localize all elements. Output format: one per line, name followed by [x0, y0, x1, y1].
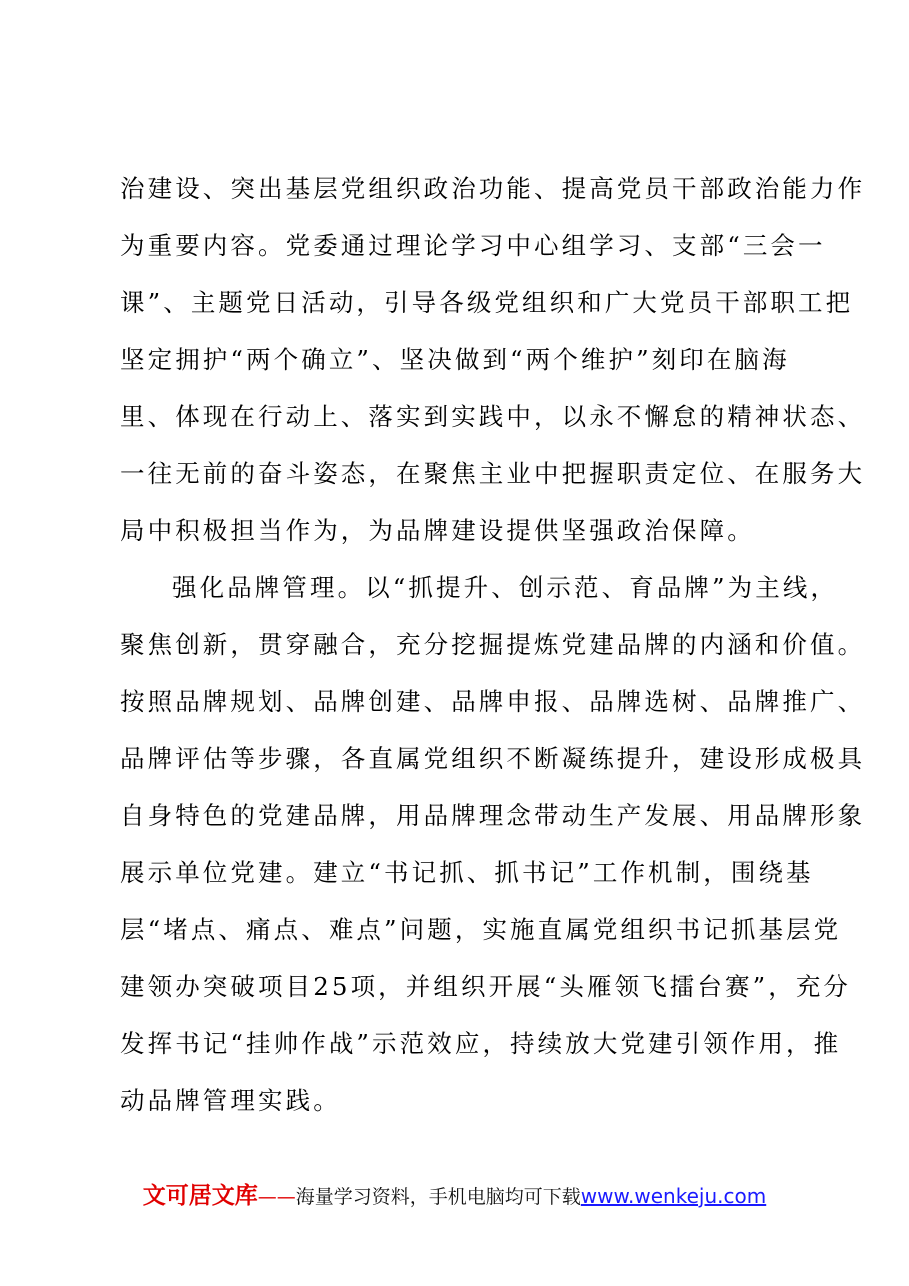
body-line: 自身特色的党建品牌，用品牌理念带动生产发展、用品牌形象	[120, 801, 866, 830]
body-line: 动品牌管理实践。	[120, 1086, 341, 1115]
body-line: 里、体现在行动上、落实到实践中，以永不懈怠的精神状态、	[120, 402, 866, 431]
footer-banner	[0, 1178, 909, 1215]
body-line: 课”、主题党日活动，引导各级党组织和广大党员干部职工把	[120, 288, 854, 317]
body-line: 品牌评估等步骤，各直属党组织不断凝练提升，建设形成极具	[120, 744, 866, 773]
body-line: 坚定拥护“两个确立”、坚决做到“两个维护”刻印在脑海	[120, 345, 790, 374]
body-line: 层“堵点、痛点、难点”问题，实施直属党组织书记抓基层党	[120, 915, 842, 944]
body-line: 按照品牌规划、品牌创建、品牌申报、品牌选树、品牌推广、	[120, 687, 866, 716]
body-line: 展示单位党建。建立“书记抓、抓书记”工作机制，围绕基	[120, 858, 814, 887]
body-line: 一往无前的奋斗姿态，在聚焦主业中把握职责定位、在服务大	[120, 459, 866, 488]
document-body	[120, 160, 866, 1129]
footer-dash: ——	[257, 1186, 296, 1208]
paragraph-first-line: 强化品牌管理。以“抓提升、创示范、育品牌”为主线，	[172, 573, 839, 602]
footer-url-link[interactable]: www.wenkeju.com	[580, 1184, 767, 1208]
footer-tagline: 海量学习资料，手机电脑均可下载	[295, 1186, 581, 1208]
body-line: 聚焦创新，贯穿融合，充分挖掘提炼党建品牌的内涵和价值。	[120, 630, 866, 659]
footer-brand: 文可居文库	[142, 1183, 258, 1209]
body-line: 治建设、突出基层党组织政治功能、提高党员干部政治能力作	[120, 174, 866, 203]
body-line: 建领办突破项目25项，并组织开展“头雁领飞擂台赛”，充分	[120, 972, 852, 1001]
body-line: 为重要内容。党委通过理论学习中心组学习、支部“三会一	[120, 231, 826, 260]
body-line: 局中积极担当作为，为品牌建设提供坚强政治保障。	[120, 516, 755, 545]
body-line: 发挥书记“挂帅作战”示范效应，持续放大党建引领作用，推	[120, 1029, 842, 1058]
